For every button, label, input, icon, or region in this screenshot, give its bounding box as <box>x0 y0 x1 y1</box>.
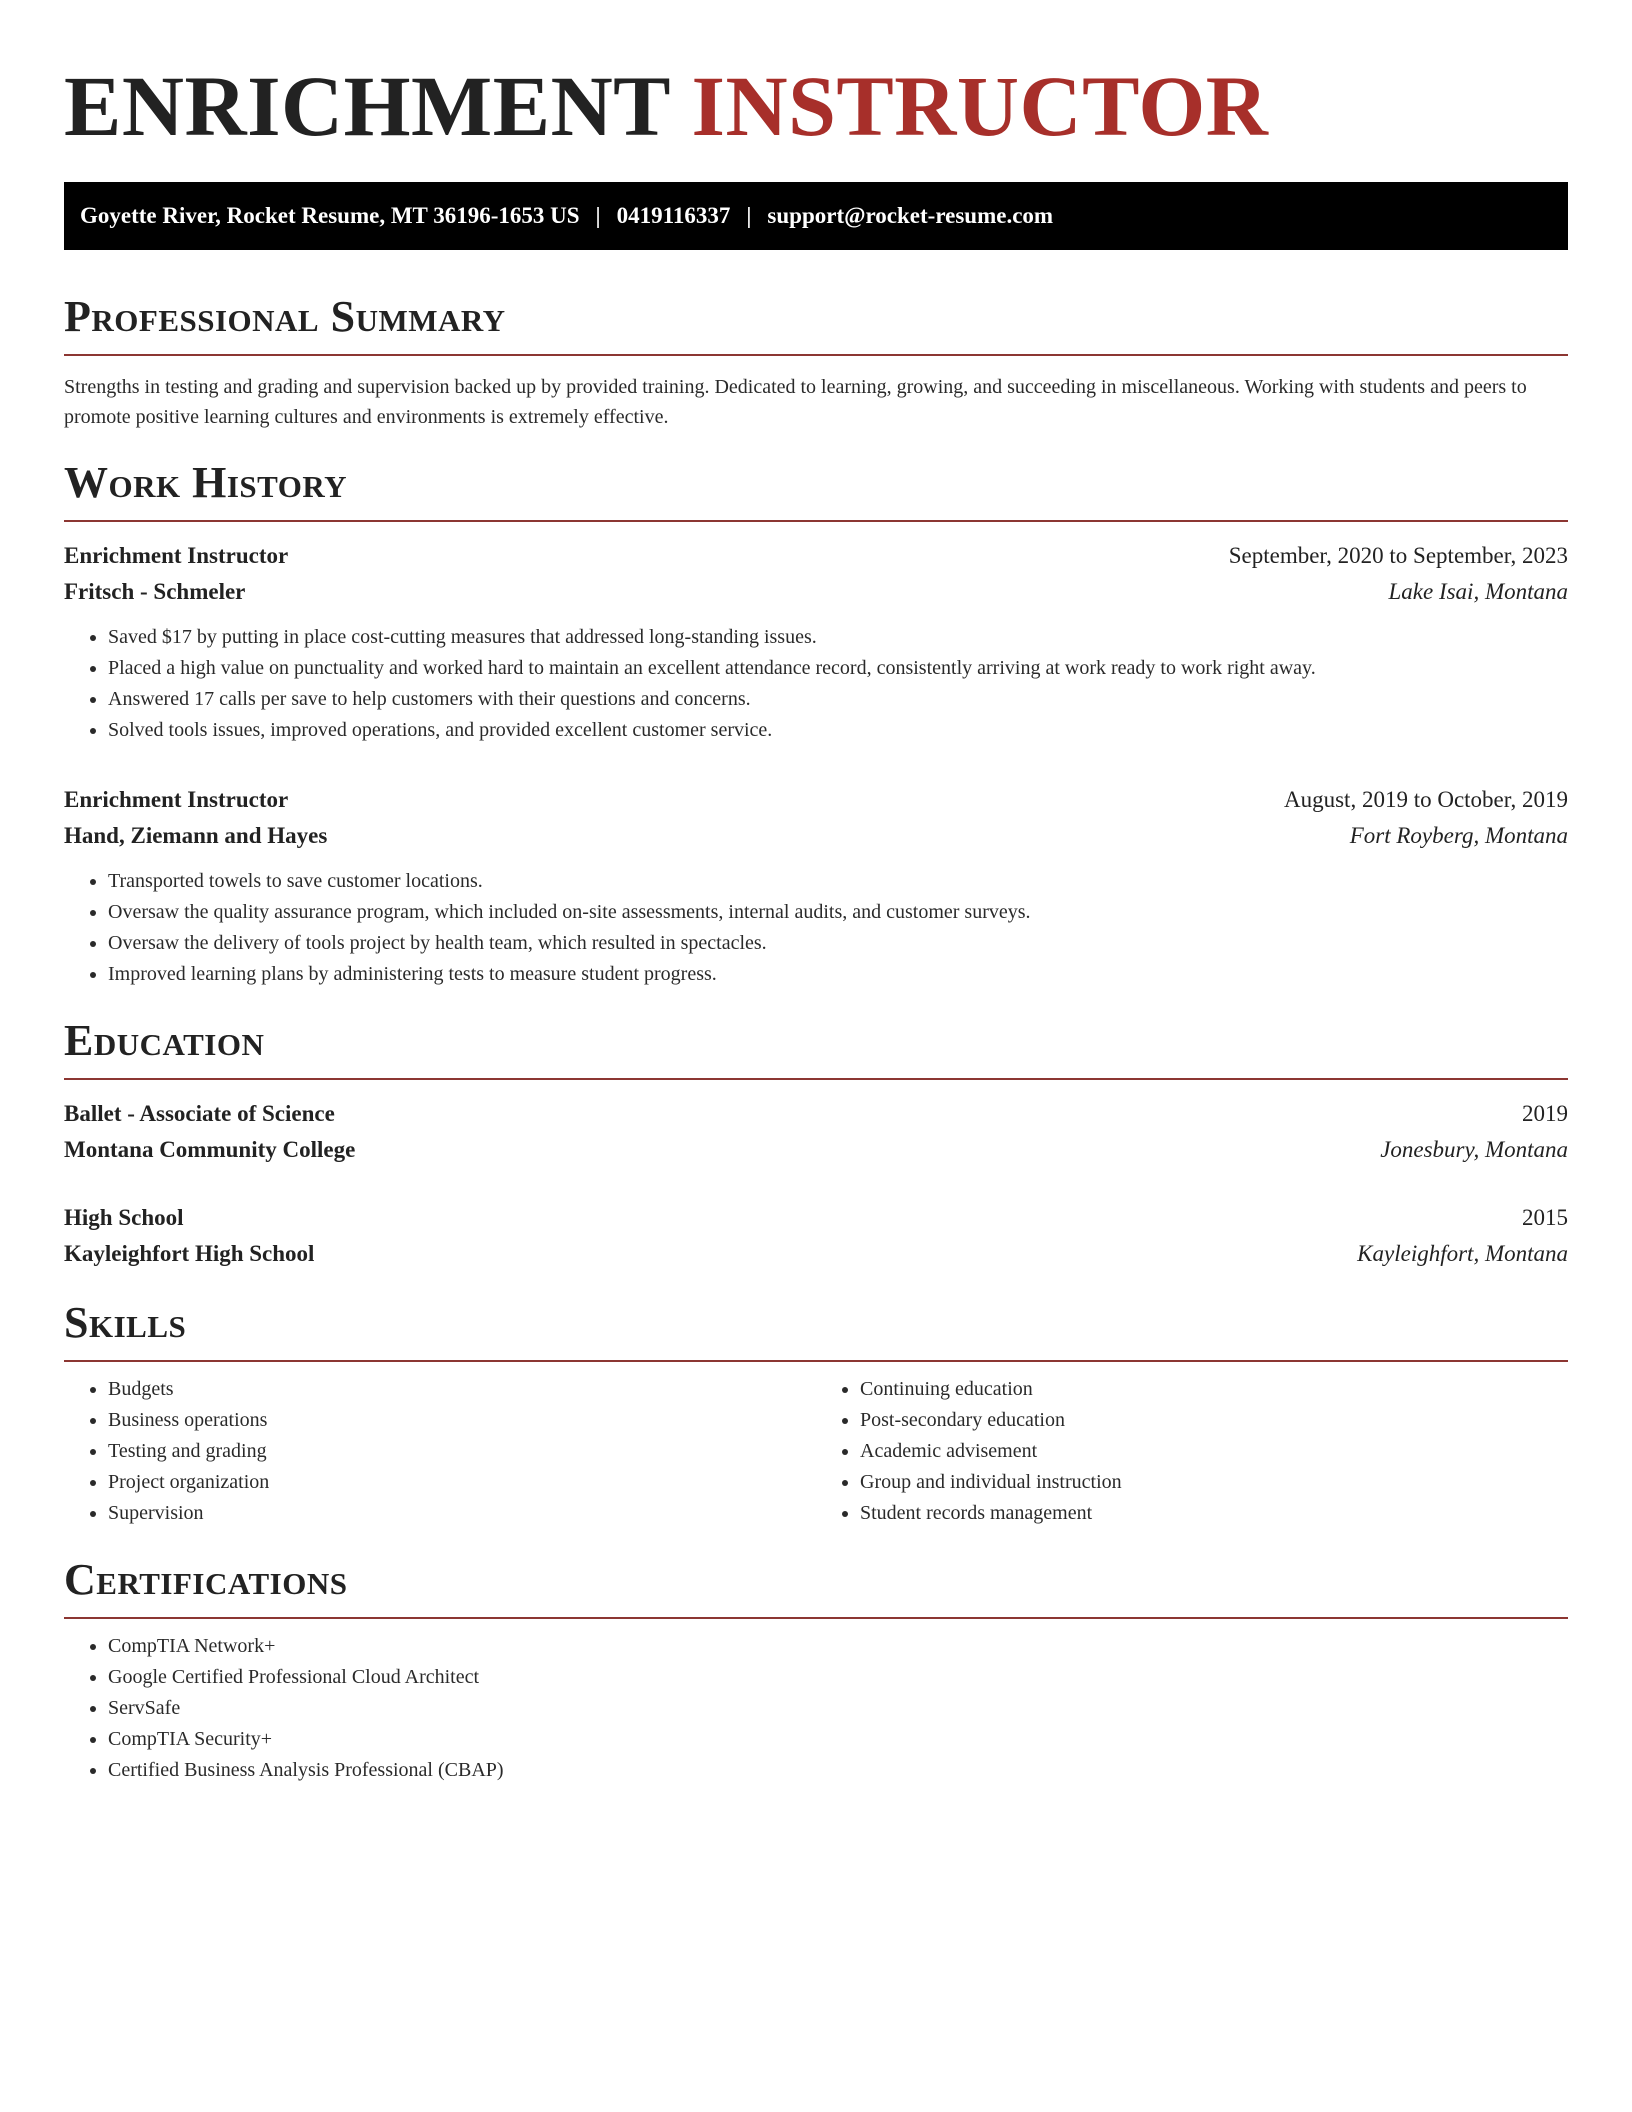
certifications-section <box>64 1553 1568 1786</box>
contact-address: Goyette River, Rocket Resume, MT 36196-1653 US <box>80 203 580 228</box>
list-item: • Testing and grading <box>108 1436 816 1467</box>
resume-name <box>64 56 1568 156</box>
list-item: • Student records management <box>860 1498 1568 1529</box>
list-item: • Saved $17 by putting in place cost-cutting measures that addressed long-standing issues. <box>108 622 1568 653</box>
contact-email: support@rocket-resume.com <box>767 203 1054 228</box>
education-degree: Ballet - Associate of Science <box>64 1101 335 1126</box>
education-header-row <box>64 1200 1568 1236</box>
education-school-row <box>64 1236 1568 1272</box>
section-divider <box>64 1360 1568 1362</box>
list-item: • Placed a high value on punctuality and worked hard to maintain an excellent attendance record, consistently arriving at work ready to work right away. <box>108 653 1568 684</box>
skills-list-left <box>64 1374 816 1529</box>
list-item: • CompTIA Security+ <box>108 1724 1568 1755</box>
summary-title: Professional Summary <box>64 292 506 341</box>
list-item: • Solved tools issues, improved operations, and provided excellent customer service. <box>108 715 1568 746</box>
job-company-row <box>64 574 1568 610</box>
list-item: • Post-secondary education <box>860 1405 1568 1436</box>
education-school: Montana Community College <box>64 1137 356 1162</box>
work-history-title: Work History <box>64 458 348 507</box>
list-item: • ServSafe <box>108 1693 1568 1724</box>
list-item: • Project organization <box>108 1467 816 1498</box>
job-entry <box>64 538 1568 746</box>
certifications-list <box>64 1631 1568 1786</box>
job-header-row <box>64 538 1568 574</box>
certifications-title: Certifications <box>64 1555 348 1604</box>
section-divider <box>64 1078 1568 1080</box>
education-location: Jonesbury, Montana <box>1380 1137 1568 1162</box>
section-divider <box>64 1617 1568 1619</box>
education-entry <box>64 1096 1568 1168</box>
list-item: • Google Certified Professional Cloud Architect <box>108 1662 1568 1693</box>
education-school: Kayleighfort High School <box>64 1241 315 1266</box>
job-company-row <box>64 818 1568 854</box>
summary-text: Strengths in testing and grading and supervision backed up by provided training. Dedicated to learning, growing, and succeeding in miscellaneous. Working with students and peers to promote positive learning cultures and environments is extremely effective. <box>64 376 1527 428</box>
name-first: ENRICHMENT <box>64 58 670 154</box>
education-year: 2015 <box>1522 1205 1568 1230</box>
job-dates: September, 2020 to September, 2023 <box>1228 543 1568 568</box>
list-item: • Supervision <box>108 1498 816 1529</box>
education-degree: High School <box>64 1205 184 1230</box>
job-header-row <box>64 782 1568 818</box>
job-company: Fritsch - Schmeler <box>64 579 246 604</box>
education-title: Education <box>64 1016 265 1065</box>
list-item: • Group and individual instruction <box>860 1467 1568 1498</box>
education-year: 2019 <box>1522 1101 1568 1126</box>
list-item: • Budgets <box>108 1374 816 1405</box>
list-item: • Continuing education <box>860 1374 1568 1405</box>
list-item: • CompTIA Network+ <box>108 1631 1568 1662</box>
contact-bar <box>64 182 1568 250</box>
list-item: • Oversaw the quality assurance program, which included on-site assessments, internal audits, and customer surveys. <box>108 897 1568 928</box>
list-item: • Answered 17 calls per save to help customers with their questions and concerns. <box>108 684 1568 715</box>
skills-section <box>64 1296 1568 1529</box>
list-item: • Business operations <box>108 1405 816 1436</box>
contact-separator: | <box>595 203 601 228</box>
education-header-row <box>64 1096 1568 1132</box>
skills-list-right <box>816 1374 1568 1529</box>
job-dates: August, 2019 to October, 2019 <box>1284 787 1568 812</box>
education-entry <box>64 1200 1568 1272</box>
education-school-row <box>64 1132 1568 1168</box>
summary-section <box>64 290 1568 432</box>
contact-separator: | <box>746 203 752 228</box>
job-location: Fort Royberg, Montana <box>1349 823 1568 848</box>
section-divider <box>64 354 1568 356</box>
work-history-section <box>64 456 1568 990</box>
list-item: • Improved learning plans by administering tests to measure student progress. <box>108 959 1568 990</box>
name-last: INSTRUCTOR <box>691 58 1269 154</box>
contact-phone: 0419116337 <box>616 203 731 228</box>
list-item: • Oversaw the delivery of tools project by health team, which resulted in spectacles. <box>108 928 1568 959</box>
list-item: • Certified Business Analysis Professional (CBAP) <box>108 1755 1568 1786</box>
list-item: • Academic advisement <box>860 1436 1568 1467</box>
section-divider <box>64 520 1568 522</box>
skills-title: Skills <box>64 1298 187 1347</box>
job-role: Enrichment Instructor <box>64 543 289 568</box>
job-bullets <box>64 866 1568 990</box>
job-role: Enrichment Instructor <box>64 787 289 812</box>
job-bullets <box>64 622 1568 746</box>
job-company: Hand, Ziemann and Hayes <box>64 823 328 848</box>
job-location: Lake Isai, Montana <box>1388 579 1568 604</box>
education-section <box>64 1014 1568 1272</box>
job-entry <box>64 782 1568 990</box>
skills-grid <box>64 1374 1568 1529</box>
education-location: Kayleighfort, Montana <box>1357 1241 1568 1266</box>
list-item: • Transported towels to save customer locations. <box>108 866 1568 897</box>
